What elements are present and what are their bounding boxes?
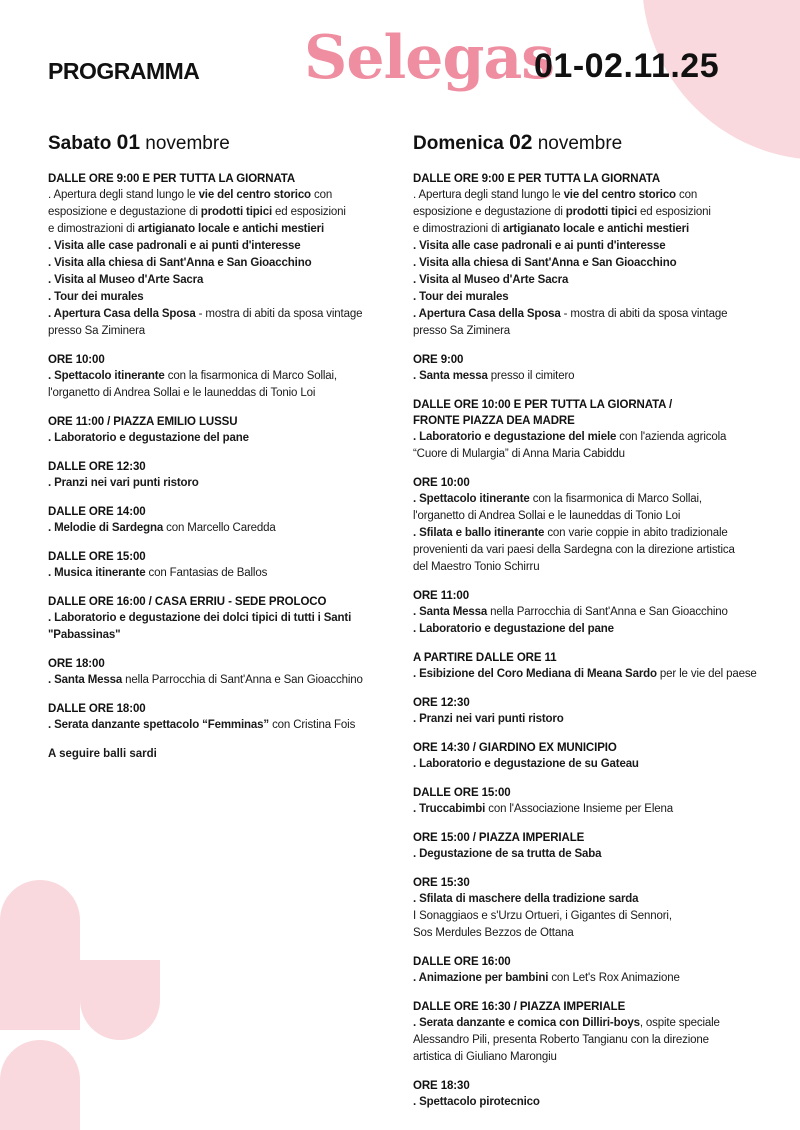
body-text: con <box>310 189 333 201</box>
body-text: Sos Merdules Bezzos de Ottana <box>413 927 574 939</box>
schedule-line <box>413 542 793 559</box>
schedule-line <box>413 711 793 728</box>
schedule-line <box>48 238 418 255</box>
schedule-time-heading: ORE 15:30 <box>413 877 470 889</box>
highlight-text: . Melodie di Sardegna <box>48 522 164 534</box>
schedule-line <box>413 908 793 925</box>
schedule-block <box>413 588 793 638</box>
schedule-block <box>413 475 793 576</box>
schedule-line <box>413 272 793 289</box>
schedule-time-heading: DALLE ORE 10:00 E PER TUTTA LA GIORNATA / <box>413 399 673 411</box>
schedule-time-heading: ORE 10:00 <box>48 354 105 366</box>
schedule-block <box>413 875 793 942</box>
decor-arch-shape <box>80 960 160 1040</box>
highlight-text: vie del centro storico <box>563 189 676 201</box>
schedule-time-heading: DALLE ORE 16:00 / CASA ERRIU - SEDE PROLOCO <box>48 596 327 608</box>
schedule-line <box>413 429 793 446</box>
body-text: del Maestro Tonio Schirru <box>413 561 540 573</box>
schedule-line <box>413 491 793 508</box>
schedule-time-heading: DALLE ORE 15:00 <box>48 551 146 563</box>
schedule-time-heading: A PARTIRE DALLE ORE 11 <box>413 652 557 664</box>
schedule-line <box>48 672 418 689</box>
highlight-text: . Visita al Museo d'Arte Sacra <box>413 274 569 286</box>
body-text: esposizione e degustazione di <box>413 206 566 218</box>
decor-arch-shape <box>0 1040 80 1130</box>
highlight-text: . Santa Messa <box>48 674 123 686</box>
schedule-time-heading: ORE 18:30 <box>413 1080 470 1092</box>
schedule-line <box>413 306 793 323</box>
highlight-text: . Serata danzante e comica con Dilliri-boys <box>413 1017 640 1029</box>
schedule-block <box>48 594 418 644</box>
body-text: con Marcello Caredda <box>163 522 276 534</box>
schedule-time-heading: ORE 14:30 / GIARDINO EX MUNICIPIO <box>413 742 617 754</box>
highlight-text: . Santa Messa <box>413 606 488 618</box>
schedule-line <box>413 187 793 204</box>
body-text: con Let's Rox Animazione <box>548 972 680 984</box>
town-title: Selegas <box>304 23 555 93</box>
body-text: , ospite speciale <box>639 1017 720 1029</box>
highlight-text: . Serata danzante spettacolo “Femminas” <box>48 719 270 731</box>
body-text: esposizione e degustazione di <box>48 206 201 218</box>
schedule-line <box>413 621 793 638</box>
body-text: con la fisarmonica di Marco Sollai, <box>164 370 337 382</box>
schedule-line <box>413 508 793 525</box>
body-text: ed esposizioni <box>637 206 711 218</box>
schedule-line <box>413 756 793 773</box>
highlight-text: . Laboratorio e degustazione del miele <box>413 431 617 443</box>
body-text: presso Sa Ziminera <box>413 325 511 337</box>
schedule-line <box>48 289 418 306</box>
body-text: per le vie del paese <box>656 668 757 680</box>
schedule-line <box>413 255 793 272</box>
schedule-line <box>413 238 793 255</box>
body-text: nella Parrocchia di Sant'Anna e San Gioacchino <box>122 674 363 686</box>
schedule-line <box>413 559 793 576</box>
schedule-time-heading: ORE 9:00 <box>413 354 464 366</box>
schedule-line <box>413 1094 793 1111</box>
highlight-text: artigianato locale e antichi mestieri <box>137 223 325 235</box>
schedule-line <box>413 801 793 818</box>
body-text: presso Sa Ziminera <box>48 325 146 337</box>
highlight-text: vie del centro storico <box>198 189 311 201</box>
schedule-block <box>413 1078 793 1111</box>
body-text: provenienti da vari paesi della Sardegna con la direzione artistica <box>413 544 735 556</box>
body-text: - mostra di abiti da sposa vintage <box>560 308 728 320</box>
day-heading <box>48 128 418 159</box>
schedule-line <box>48 385 418 402</box>
highlight-text: . Visita al Museo d'Arte Sacra <box>48 274 204 286</box>
schedule-time-heading: DALLE ORE 14:00 <box>48 506 146 518</box>
schedule-line <box>413 525 793 542</box>
schedule-line <box>48 520 418 537</box>
schedule-line <box>48 475 418 492</box>
highlight-text: . Esibizione del Coro Mediana di Meana Sardo <box>413 668 657 680</box>
sunday-column <box>413 128 793 1123</box>
schedule-line <box>413 446 793 463</box>
highlight-text: . Apertura Casa della Sposa <box>413 308 561 320</box>
highlight-text: . Laboratorio e degustazione dei dolci tipici di tutti i Santi <box>48 612 352 624</box>
body-text: l'organetto di Andrea Sollai e le launeddas di Tonio Loi <box>48 387 316 399</box>
body-text: e dimostrazioni di <box>413 223 503 235</box>
body-text: con Cristina Fois <box>269 719 356 731</box>
saturday-column <box>48 128 418 774</box>
schedule-time-heading: DALLE ORE 16:00 <box>413 956 511 968</box>
event-dates: 01-02.11.25 <box>534 47 720 85</box>
highlight-text: . Visita alle case padronali e ai punti d'interesse <box>48 240 301 252</box>
day-month: novembre <box>537 133 623 154</box>
schedule-block <box>413 695 793 728</box>
schedule-block <box>48 504 418 537</box>
schedule-line <box>413 323 793 340</box>
highlight-text: prodotti tipici <box>200 206 272 218</box>
body-text: con <box>675 189 698 201</box>
schedule-time-heading: ORE 18:00 <box>48 658 105 670</box>
body-text: e dimostrazioni di <box>48 223 138 235</box>
highlight-text: . Musica itinerante <box>48 567 146 579</box>
schedule-block <box>48 746 418 762</box>
highlight-text: . Sfilata e ballo itinerante <box>413 527 545 539</box>
poster-header <box>0 0 800 120</box>
schedule-line <box>48 323 418 340</box>
highlight-text: . Sfilata di maschere della tradizione sarda <box>413 893 639 905</box>
body-text: ed esposizioni <box>272 206 346 218</box>
schedule-block <box>413 740 793 773</box>
schedule-time-heading: A seguire balli sardi <box>48 748 157 760</box>
schedule-list <box>48 171 418 762</box>
day-weekday: Domenica <box>413 133 504 154</box>
programma-label: PROGRAMMA <box>48 58 200 84</box>
schedule-line <box>48 610 418 627</box>
schedule-block <box>48 171 418 340</box>
body-text: . Apertura degli stand lungo le <box>48 189 199 201</box>
schedule-line <box>48 221 418 238</box>
schedule-time-heading: DALLE ORE 9:00 E PER TUTTA LA GIORNATA <box>48 173 296 185</box>
schedule-block <box>48 549 418 582</box>
schedule-time-heading: DALLE ORE 16:30 / PIAZZA IMPERIALE <box>413 1001 626 1013</box>
highlight-text: prodotti tipici <box>565 206 637 218</box>
schedule-block <box>48 656 418 689</box>
schedule-time-heading: ORE 15:00 / PIAZZA IMPERIALE <box>413 832 585 844</box>
highlight-text: . Tour dei murales <box>48 291 144 303</box>
schedule-line <box>413 368 793 385</box>
schedule-time-heading: ORE 12:30 <box>413 697 470 709</box>
schedule-line <box>48 255 418 272</box>
body-text: Alessandro Pili, presenta Roberto Tangianu con la direzione <box>413 1034 709 1046</box>
day-heading <box>413 128 793 159</box>
schedule-location-heading: FRONTE PIAZZA DEA MADRE <box>413 415 575 427</box>
body-text: l'organetto di Andrea Sollai e le launeddas di Tonio Loi <box>413 510 681 522</box>
highlight-text: . Spettacolo itinerante <box>48 370 165 382</box>
highlight-text: . Laboratorio e degustazione de su Gateau <box>413 758 639 770</box>
schedule-time-heading: DALLE ORE 18:00 <box>48 703 146 715</box>
schedule-block <box>48 414 418 447</box>
schedule-line <box>48 204 418 221</box>
body-text: artistica di Giuliano Marongiu <box>413 1051 557 1063</box>
schedule-block <box>413 171 793 340</box>
highlight-text: . Visita alla chiesa di Sant'Anna e San Gioacchino <box>413 257 677 269</box>
schedule-line <box>413 604 793 621</box>
schedule-line <box>413 221 793 238</box>
highlight-text: . Spettacolo pirotecnico <box>413 1096 540 1108</box>
highlight-text: . Visita alla chiesa di Sant'Anna e San Gioacchino <box>48 257 312 269</box>
schedule-line <box>413 1032 793 1049</box>
highlight-text: artigianato locale e antichi mestieri <box>502 223 690 235</box>
schedule-time-heading: DALLE ORE 12:30 <box>48 461 146 473</box>
schedule-time-heading: DALLE ORE 9:00 E PER TUTTA LA GIORNATA <box>413 173 661 185</box>
body-text: con l'azienda agricola <box>616 431 727 443</box>
body-text: . Apertura degli stand lungo le <box>413 189 564 201</box>
schedule-line <box>48 187 418 204</box>
schedule-block <box>413 954 793 987</box>
highlight-text: . Apertura Casa della Sposa <box>48 308 196 320</box>
schedule-line <box>48 306 418 323</box>
day-number: 01 <box>116 131 140 154</box>
schedule-block <box>413 352 793 385</box>
schedule-line <box>48 717 418 734</box>
highlight-text: . Tour dei murales <box>413 291 509 303</box>
decor-arch-shape <box>0 880 80 1030</box>
schedule-line <box>48 430 418 447</box>
schedule-time-heading: DALLE ORE 15:00 <box>413 787 511 799</box>
schedule-line <box>413 1015 793 1032</box>
body-text: presso il cimitero <box>487 370 575 382</box>
body-text: con l'Associazione Insieme per Elena <box>485 803 673 815</box>
schedule-time-heading: ORE 11:00 / PIAZZA EMILIO LUSSU <box>48 416 238 428</box>
schedule-line <box>413 1049 793 1066</box>
schedule-block <box>48 459 418 492</box>
schedule-line <box>413 846 793 863</box>
highlight-text: . Pranzi nei vari punti ristoro <box>413 713 564 725</box>
day-number: 02 <box>509 131 533 154</box>
schedule-line <box>413 970 793 987</box>
schedule-time-heading: ORE 10:00 <box>413 477 470 489</box>
schedule-line <box>413 289 793 306</box>
body-text: I Sonaggiaos e s'Urzu Ortueri, i Gigantes di Sennori, <box>413 910 672 922</box>
highlight-text: . Laboratorio e degustazione del pane <box>413 623 614 635</box>
highlight-text: "Pabassinas" <box>48 629 121 641</box>
schedule-line <box>413 204 793 221</box>
body-text: con la fisarmonica di Marco Sollai, <box>529 493 702 505</box>
body-text: “Cuore di Mulargia” di Anna Maria Cabiddu <box>413 448 625 460</box>
schedule-line <box>48 272 418 289</box>
highlight-text: . Visita alle case padronali e ai punti d'interesse <box>413 240 666 252</box>
body-text: con Fantasias de Ballos <box>145 567 268 579</box>
schedule-block <box>413 650 793 683</box>
schedule-block <box>413 397 793 463</box>
body-text: - mostra di abiti da sposa vintage <box>195 308 363 320</box>
schedule-block <box>413 785 793 818</box>
schedule-line <box>413 925 793 942</box>
schedule-line <box>48 627 418 644</box>
day-month: novembre <box>145 133 230 154</box>
schedule-time-heading: ORE 11:00 <box>413 590 469 602</box>
schedule-line <box>48 565 418 582</box>
highlight-text: . Animazione per bambini <box>413 972 549 984</box>
body-text: nella Parrocchia di Sant'Anna e San Gioacchino <box>487 606 728 618</box>
schedule-block <box>413 830 793 863</box>
body-text: con varie coppie in abito tradizionale <box>544 527 728 539</box>
day-weekday: Sabato <box>48 133 112 154</box>
schedule-block <box>48 701 418 734</box>
schedule-line <box>413 891 793 908</box>
schedule-line <box>48 368 418 385</box>
schedule-block <box>48 352 418 402</box>
highlight-text: . Santa messa <box>413 370 488 382</box>
highlight-text: . Pranzi nei vari punti ristoro <box>48 477 199 489</box>
highlight-text: . Spettacolo itinerante <box>413 493 530 505</box>
schedule-line <box>413 666 793 683</box>
highlight-text: . Laboratorio e degustazione del pane <box>48 432 249 444</box>
schedule-list <box>413 171 793 1111</box>
schedule-block <box>413 999 793 1066</box>
highlight-text: . Truccabimbi <box>413 803 486 815</box>
highlight-text: . Degustazione de sa trutta de Saba <box>413 848 602 860</box>
